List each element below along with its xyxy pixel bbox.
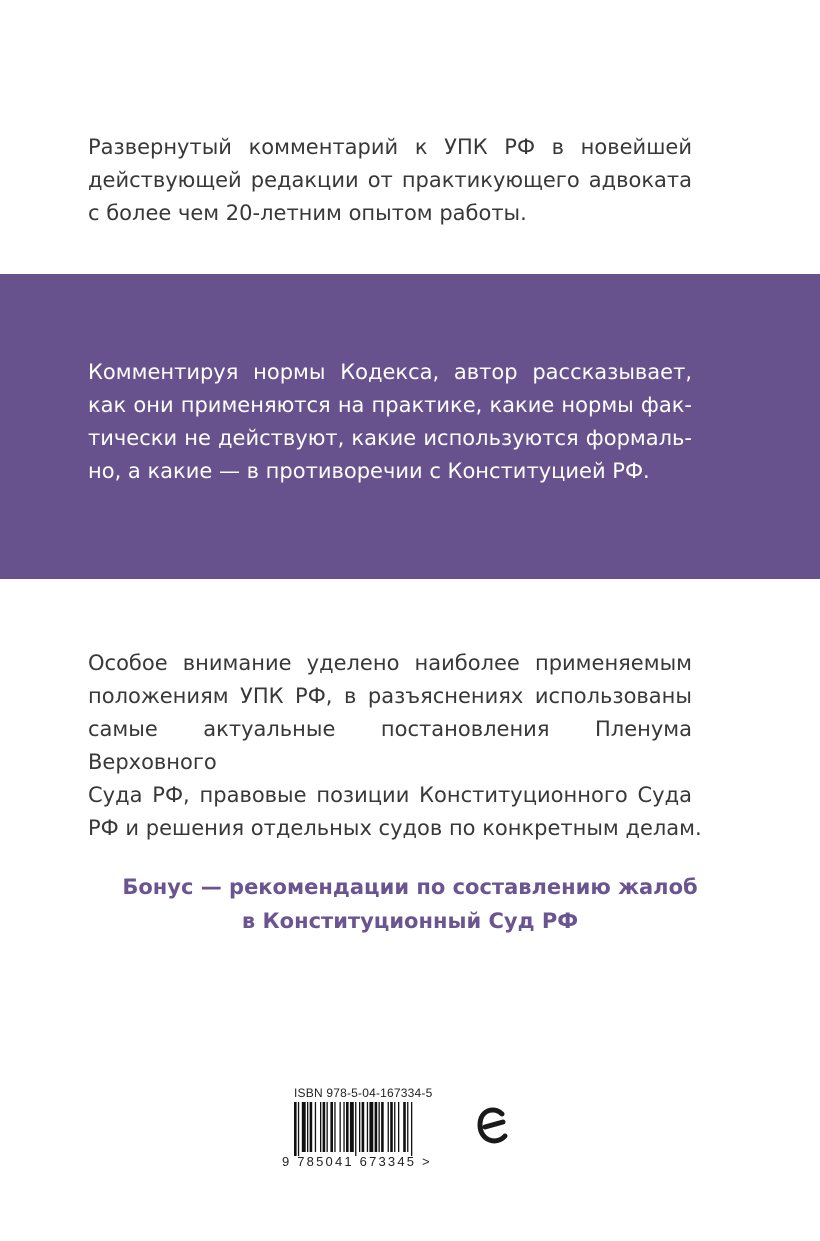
- intro-line: действующей редакции от практикующего адвоката: [88, 168, 692, 192]
- focus-line: Особое внимание уделено наиболее применяемым: [88, 651, 692, 675]
- intro-line: с более чем 20-летним опытом работы.: [88, 201, 527, 225]
- eksmo-logo-icon: [472, 1100, 512, 1154]
- isbn-label: ISBN 978-5-04-167334-5: [294, 1086, 433, 1100]
- bonus-text: [0, 870, 820, 938]
- band-paragraph: [88, 356, 692, 488]
- barcode-digits: 9 785041 673345 >: [282, 1154, 432, 1169]
- barcode-bars: [282, 1102, 464, 1156]
- bonus-line: Бонус — рекомендации по составлению жалоб: [122, 875, 698, 899]
- bonus-line: в Конституционный Суд РФ: [241, 909, 579, 933]
- focus-line: Суда РФ, правовые позиции Конституционного Суда: [88, 783, 692, 807]
- focus-line: РФ и решения отдельных судов по конкретным делам.: [88, 816, 702, 840]
- intro-paragraph: [88, 131, 692, 230]
- focus-paragraph: [88, 647, 702, 845]
- focus-line: положениям УПК РФ, в разъяснениях использованы: [88, 684, 692, 708]
- intro-line: Развернутый комментарий к УПК РФ в новейшей: [88, 135, 692, 159]
- band-line: Комментируя нормы Кодекса, автор рассказывает,: [88, 360, 692, 384]
- band-line: но, а какие — в противоречии с Конституцией РФ.: [88, 459, 650, 483]
- isbn-barcode: [282, 1086, 464, 1186]
- focus-line: самые актуальные постановления Пленума Верховного: [88, 717, 692, 774]
- band-line: как они применяются на практике, какие нормы фак-: [88, 393, 692, 417]
- band-line: тически не действуют, какие используются формаль-: [88, 426, 692, 450]
